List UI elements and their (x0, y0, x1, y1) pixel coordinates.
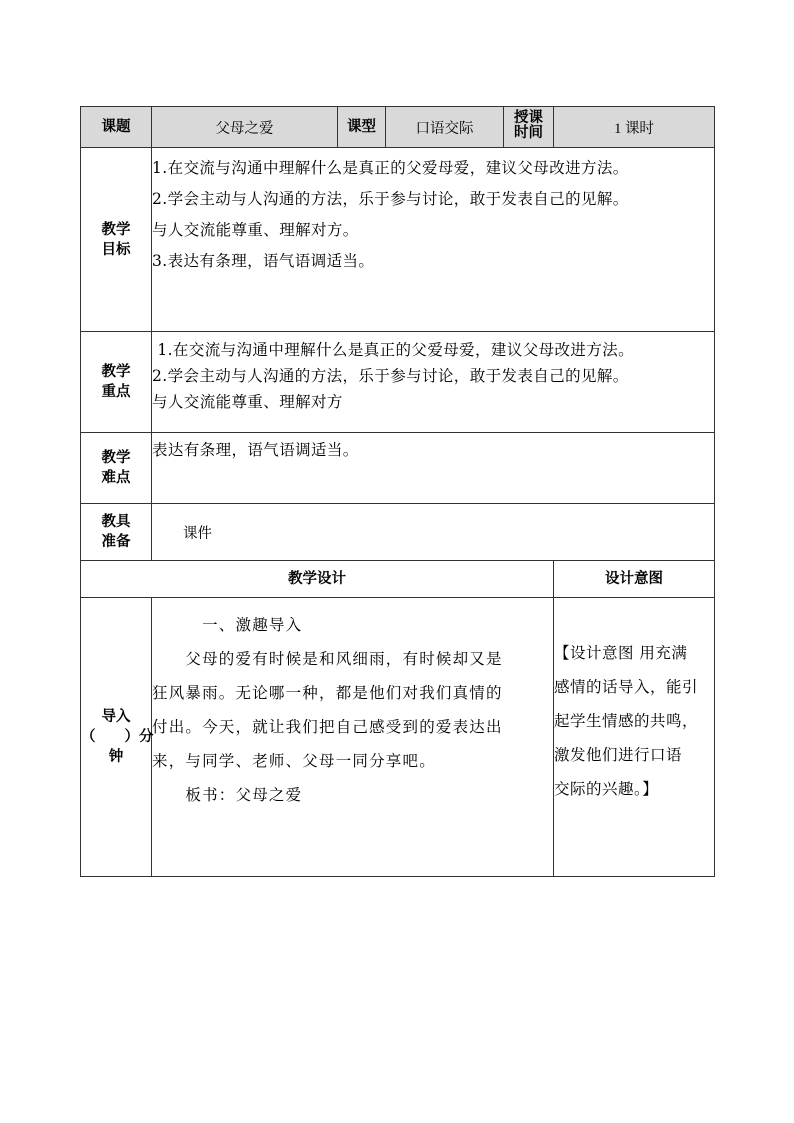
design-line: 一、激趣导入 (152, 616, 303, 634)
key-points-row (81, 332, 715, 433)
intro-label-line-1: 导入 (101, 709, 131, 725)
tools-content: 课件 (152, 504, 715, 561)
tools-label (81, 504, 152, 561)
design-line: 付出。今天，就让我们把自己感受到的爱表达出 (152, 718, 503, 736)
goal-line: 2.学会主动与人沟通的方法，乐于参与讨论，敢于发表自己的见解。 (152, 190, 629, 208)
intent-line: 激发他们进行口语 (554, 746, 683, 764)
difficulties-content (152, 433, 715, 504)
goal-line: 1.在交流与沟通中理解什么是真正的父爱母爱，建议父母改进方法。 (152, 159, 629, 177)
hours-value: 1 课时 (554, 107, 715, 148)
goals-content (152, 148, 715, 332)
lesson-plan-table (80, 106, 715, 877)
type-value: 口语交际 (386, 107, 504, 148)
tools-label-line-1: 教具 (101, 514, 131, 530)
intent-header: 设计意图 (554, 561, 715, 598)
intro-intent-content (554, 598, 715, 877)
intent-line: 感情的话导入，能引 (554, 678, 699, 696)
hours-label-line-2: 时间 (514, 125, 543, 141)
intent-line: 【设计意图 用充满 (554, 644, 688, 662)
difficulties-label-line-1: 教学 (101, 450, 131, 466)
header-row (81, 107, 715, 148)
topic-label: 课题 (81, 107, 152, 148)
key-point-line: 1.在交流与沟通中理解什么是真正的父爱母爱，建议父母改进方法。 (152, 341, 635, 359)
key-points-label (81, 332, 152, 433)
intent-line: 交际的兴趣。】 (554, 780, 659, 798)
section-header-row (81, 561, 715, 598)
goals-label-line-1: 教学 (101, 221, 131, 238)
goals-label-line-2: 目标 (101, 241, 131, 258)
design-line: 父母的爱有时候是和风细雨，有时候却又是 (152, 650, 503, 668)
intro-design-content (152, 598, 554, 877)
design-line: 来，与同学、老师、父母一同分享吧。 (152, 752, 436, 770)
key-points-label-line-1: 教学 (101, 364, 131, 380)
hours-label (504, 107, 554, 148)
key-point-line: 与人交流能尊重、理解对方 (152, 393, 343, 411)
difficulties-label (81, 433, 152, 504)
intro-label-line-2: （ ）分 (81, 729, 154, 745)
difficulties-row (81, 433, 715, 504)
goals-label (81, 148, 152, 332)
difficulties-label-line-2: 难点 (101, 470, 131, 486)
design-line: 狂风暴雨。无论哪一种，都是他们对我们真情的 (152, 684, 503, 702)
intro-row (81, 598, 715, 877)
design-header: 教学设计 (81, 561, 554, 598)
difficulties-text: 表达有条理，语气语调适当。 (152, 441, 359, 459)
intro-label-line-3: 钟 (108, 749, 124, 765)
goals-row (81, 148, 715, 332)
key-point-line: 2.学会主动与人沟通的方法，乐于参与讨论，敢于发表自己的见解。 (152, 367, 629, 385)
hours-label-line-1: 授课 (514, 110, 543, 126)
design-line: 板书：父母之爱 (152, 786, 303, 804)
tools-label-line-2: 准备 (101, 534, 131, 550)
type-label: 课型 (338, 107, 386, 148)
key-points-label-line-2: 重点 (101, 384, 131, 400)
tools-row (81, 504, 715, 561)
topic-value: 父母之爱 (152, 107, 338, 148)
intro-label (81, 598, 152, 877)
goal-line: 3.表达有条理，语气语调适当。 (152, 252, 375, 270)
goal-line: 与人交流能尊重、理解对方。 (152, 221, 359, 239)
key-points-content (152, 332, 715, 433)
intent-line: 起学生情感的共鸣， (554, 712, 699, 730)
